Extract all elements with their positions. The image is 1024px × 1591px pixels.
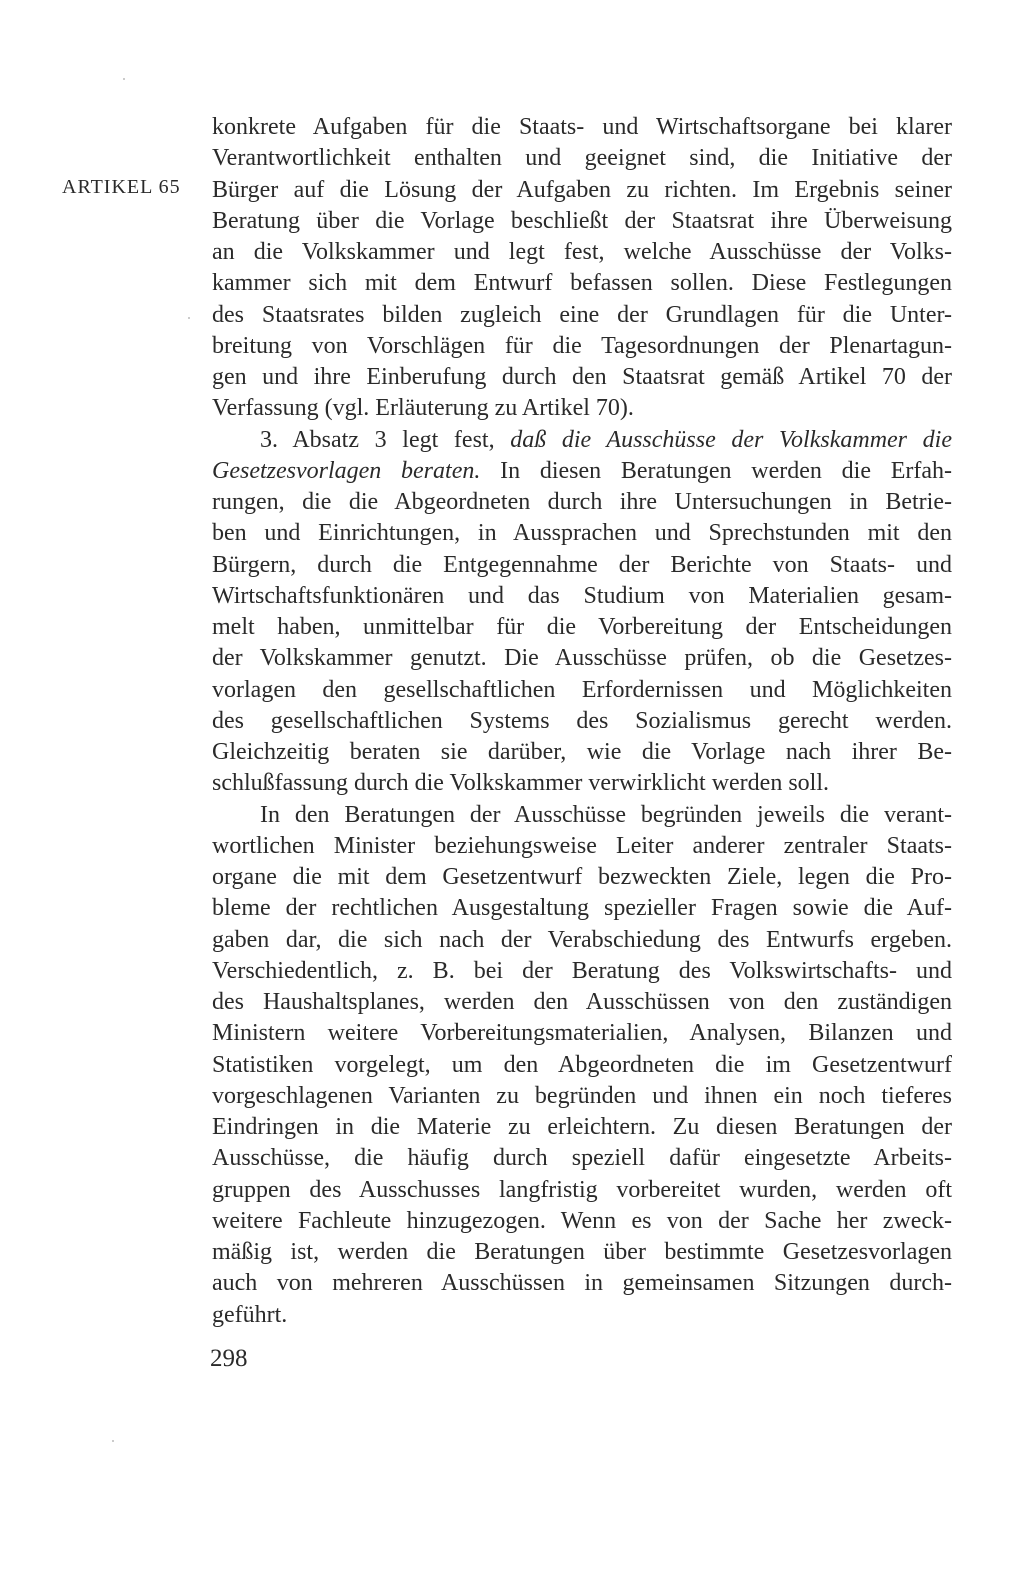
text-line: schlußfassung durch die Volkskammer verwirklicht werden soll. (212, 770, 829, 797)
scan-speck (188, 317, 190, 319)
text-line: auch von mehreren Ausschüssen in gemeinsamen Sitzungen durch- (212, 1270, 952, 1297)
text-line: Beratung über die Vorlage beschließt der Staatsrat ihre Überweisung (212, 207, 952, 234)
margin-article-label: ARTIKEL 65 (62, 176, 181, 198)
text-line: organe die mit dem Gesetzentwurf bezweckten Ziele, legen die Pro- (212, 864, 952, 890)
text-line: Bürger auf die Lösung der Aufgaben zu richten. Im Ergebnis seiner (212, 176, 952, 203)
text-line: bleme der rechtlichen Ausgestaltung spezieller Fragen sowie die Auf- (212, 895, 952, 922)
text-line: gaben dar, die sich nach der Verabschiedung des Entwurfs ergeben. (212, 926, 952, 953)
text-line: melt haben, unmittelbar für die Vorbereitung der Entscheidungen (212, 614, 952, 640)
text-line: weitere Fachleute hinzugezogen. Wenn es von der Sache her zweck- (212, 1207, 952, 1234)
text-line: Ministern weitere Vorbereitungsmaterialien, Analysen, Bilanzen und (212, 1020, 952, 1047)
page-number: 298 (210, 1345, 248, 1372)
paragraph-2 (212, 425, 952, 800)
text-line: konkrete Aufgaben für die Staats- und Wirtschaftsorgane bei klarer (212, 114, 952, 140)
text-line: kammer sich mit dem Entwurf befassen sollen. Diese Festlegungen (212, 270, 952, 297)
text-line: wortlichen Minister beziehungsweise Leiter anderer zentraler Staats- (212, 832, 952, 859)
text-line (212, 425, 952, 456)
text-line: geführt. (212, 1301, 288, 1328)
paragraph-3 (212, 800, 952, 1331)
text-line: gruppen des Ausschusses langfristig vorbereitet wurden, werden oft (212, 1176, 952, 1203)
text-line: breitung von Vorschlägen für die Tagesordnungen der Plenartagun- (212, 332, 952, 359)
text-line: Ausschüsse, die häufig durch speziell dafür eingesetzte Arbeits- (212, 1145, 952, 1172)
scan-speck (112, 1440, 114, 1442)
text-line: des gesellschaftlichen Systems des Sozialismus gerecht werden. (212, 707, 952, 734)
paragraph-2-line-rest: In diesen Beratungen werden die Erfah- (480, 457, 953, 484)
text-line: des Staatsrates bilden zugleich eine der Grundlagen für die Unter- (212, 301, 952, 328)
text-line: rungen, die die Abgeordneten durch ihre Untersuchungen in Betrie- (212, 489, 952, 515)
text-line: Verantwortlichkeit enthalten und geeignet sind, die Initiative der (212, 145, 952, 172)
text-line: Eindringen in die Materie zu erleichtern. Zu diesen Beratungen der (212, 1114, 952, 1140)
emphasis-text: Gesetzesvorlagen beraten. (212, 457, 481, 484)
scan-speck (123, 78, 125, 80)
text-line: der Volkskammer genutzt. Die Ausschüsse prüfen, ob die Gesetzes- (212, 645, 952, 672)
text-line: In den Beratungen der Ausschüsse begründen jeweils die verant- (260, 801, 952, 828)
text-line: vorgeschlagenen Varianten zu begründen und ihnen ein noch tieferes (212, 1082, 952, 1109)
text-line: Wirtschaftsfunktionären und das Studium von Materialien gesam- (212, 582, 952, 609)
paragraph-2-prefix: 3. Absatz 3 legt fest, (260, 426, 511, 453)
text-line: gen und ihre Einberufung durch den Staatsrat gemäß Artikel 70 der (212, 364, 952, 390)
text-line: vorlagen den gesellschaftlichen Erfordernissen und Möglichkeiten (212, 676, 952, 703)
text-line: mäßig ist, werden die Beratungen über bestimmte Gesetzesvorlagen (212, 1239, 952, 1265)
body-text (212, 112, 952, 1331)
text-line: Verfassung (vgl. Erläuterung zu Artikel 70). (212, 395, 634, 422)
text-line: ben und Einrichtungen, in Aussprachen und Sprechstunden mit den (212, 520, 952, 547)
paragraph-1 (212, 112, 952, 425)
text-line: des Haushaltsplanes, werden den Ausschüssen von den zuständigen (212, 989, 952, 1015)
text-line: Statistiken vorgelegt, um den Abgeordneten die im Gesetzentwurf (212, 1051, 952, 1078)
text-line: Bürgern, durch die Entgegennahme der Berichte von Staats- und (212, 551, 952, 578)
text-line (212, 456, 952, 487)
emphasis-text: daß die Ausschüsse der Volkskammer die (510, 426, 952, 453)
text-line: Gleichzeitig beraten sie darüber, wie die Vorlage nach ihrer Be- (212, 739, 952, 765)
text-line: Verschiedentlich, z. B. bei der Beratung des Volkswirtschafts- und (212, 957, 952, 984)
text-line: an die Volkskammer und legt fest, welche Ausschüsse der Volks- (212, 239, 952, 265)
